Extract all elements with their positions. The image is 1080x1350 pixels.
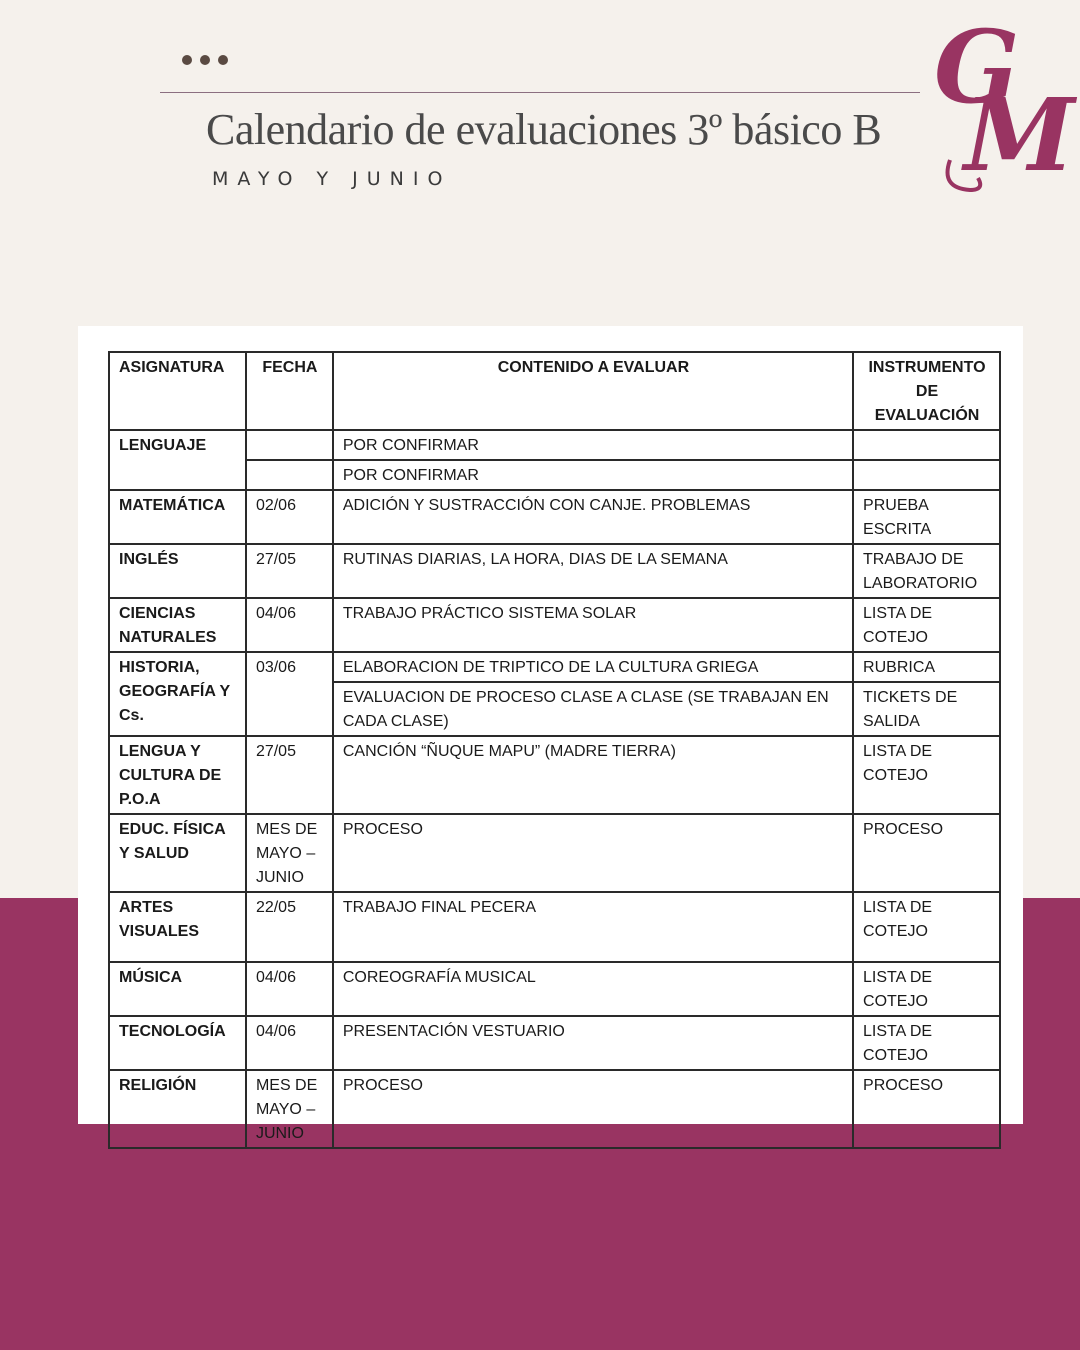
subject-cell: LENGUAJE <box>109 430 246 490</box>
date-cell: 22/05 <box>246 892 333 962</box>
date-cell: 04/06 <box>246 598 333 652</box>
instrument-cell: LISTA DE COTEJO <box>853 736 1000 814</box>
content-cell: EVALUACION DE PROCESO CLASE A CLASE (SE TRABAJAN EN CADA CLASE) <box>333 682 853 736</box>
subject-cell: HISTORIA, GEOGRAFÍA Y Cs. <box>109 652 246 736</box>
table-row <box>109 430 1000 460</box>
table-row <box>109 1016 1000 1070</box>
content-cell: POR CONFIRMAR <box>333 430 853 460</box>
instrument-cell <box>853 460 1000 490</box>
page-title: Calendario de evaluaciones 3º básico B <box>206 105 882 154</box>
instrument-cell: LISTA DE COTEJO <box>853 962 1000 1016</box>
subject-cell: RELIGIÓN <box>109 1070 246 1148</box>
date-cell: 04/06 <box>246 1016 333 1070</box>
table-row <box>109 962 1000 1016</box>
subject-cell: ARTES VISUALES <box>109 892 246 962</box>
content-cell: CANCIÓN “ÑUQUE MAPU” (MADRE TIERRA) <box>333 736 853 814</box>
date-cell: 27/05 <box>246 736 333 814</box>
date-cell: MES DE MAYO – JUNIO <box>246 1070 333 1148</box>
more-options-icon[interactable] <box>182 55 228 65</box>
svg-text:G: G <box>934 8 1020 126</box>
header-subject: ASIGNATURA <box>109 352 246 430</box>
instrument-cell: LISTA DE COTEJO <box>853 1016 1000 1070</box>
date-cell: 04/06 <box>246 962 333 1016</box>
subject-cell: MATEMÁTICA <box>109 490 246 544</box>
instrument-cell: PRUEBA ESCRITA <box>853 490 1000 544</box>
content-cell: ADICIÓN Y SUSTRACCIÓN CON CANJE. PROBLEMAS <box>333 490 853 544</box>
subject-cell: CIENCIAS NATURALES <box>109 598 246 652</box>
instrument-cell: PROCESO <box>853 814 1000 892</box>
table-row <box>109 1070 1000 1148</box>
instrument-cell: PROCESO <box>853 1070 1000 1148</box>
instrument-cell <box>853 430 1000 460</box>
content-cell: COREOGRAFÍA MUSICAL <box>333 962 853 1016</box>
content-cell: POR CONFIRMAR <box>333 460 853 490</box>
instrument-cell: TRABAJO DE LABORATORIO <box>853 544 1000 598</box>
date-cell: 03/06 <box>246 652 333 736</box>
date-cell: 02/06 <box>246 490 333 544</box>
header-date: FECHA <box>246 352 333 430</box>
content-cell: PROCESO <box>333 1070 853 1148</box>
date-cell <box>246 460 333 490</box>
content-cell: TRABAJO FINAL PECERA <box>333 892 853 962</box>
subject-cell: MÚSICA <box>109 962 246 1016</box>
table-row <box>109 598 1000 652</box>
header-divider <box>160 92 920 93</box>
instrument-cell: TICKETS DE SALIDA <box>853 682 1000 736</box>
subject-cell: LENGUA Y CULTURA DE P.O.A <box>109 736 246 814</box>
content-cell: TRABAJO PRÁCTICO SISTEMA SOLAR <box>333 598 853 652</box>
school-monogram-logo <box>930 8 1075 195</box>
content-cell: PROCESO <box>333 814 853 892</box>
table-header-row <box>109 352 1000 430</box>
table-row <box>109 892 1000 962</box>
table-row <box>109 814 1000 892</box>
subject-cell: EDUC. FÍSICA Y SALUD <box>109 814 246 892</box>
svg-text:M: M <box>964 76 1075 194</box>
header-instrument: INSTRUMENTO DE EVALUACIÓN <box>853 352 1000 430</box>
subject-cell: INGLÉS <box>109 544 246 598</box>
instrument-cell: LISTA DE COTEJO <box>853 892 1000 962</box>
date-cell: MES DE MAYO – JUNIO <box>246 814 333 892</box>
instrument-cell: LISTA DE COTEJO <box>853 598 1000 652</box>
table-row <box>109 652 1000 682</box>
table-row <box>109 544 1000 598</box>
date-cell: 27/05 <box>246 544 333 598</box>
content-cell: PRESENTACIÓN VESTUARIO <box>333 1016 853 1070</box>
instrument-cell: RUBRICA <box>853 652 1000 682</box>
header-content: CONTENIDO A EVALUAR <box>333 352 853 430</box>
table-row <box>109 490 1000 544</box>
content-cell: ELABORACION DE TRIPTICO DE LA CULTURA GRIEGA <box>333 652 853 682</box>
page-subtitle: MAYO Y JUNIO <box>212 168 452 190</box>
content-cell: RUTINAS DIARIAS, LA HORA, DIAS DE LA SEMANA <box>333 544 853 598</box>
table-row <box>109 736 1000 814</box>
date-cell <box>246 430 333 460</box>
subject-cell: TECNOLOGÍA <box>109 1016 246 1070</box>
evaluation-table <box>108 351 1001 1149</box>
